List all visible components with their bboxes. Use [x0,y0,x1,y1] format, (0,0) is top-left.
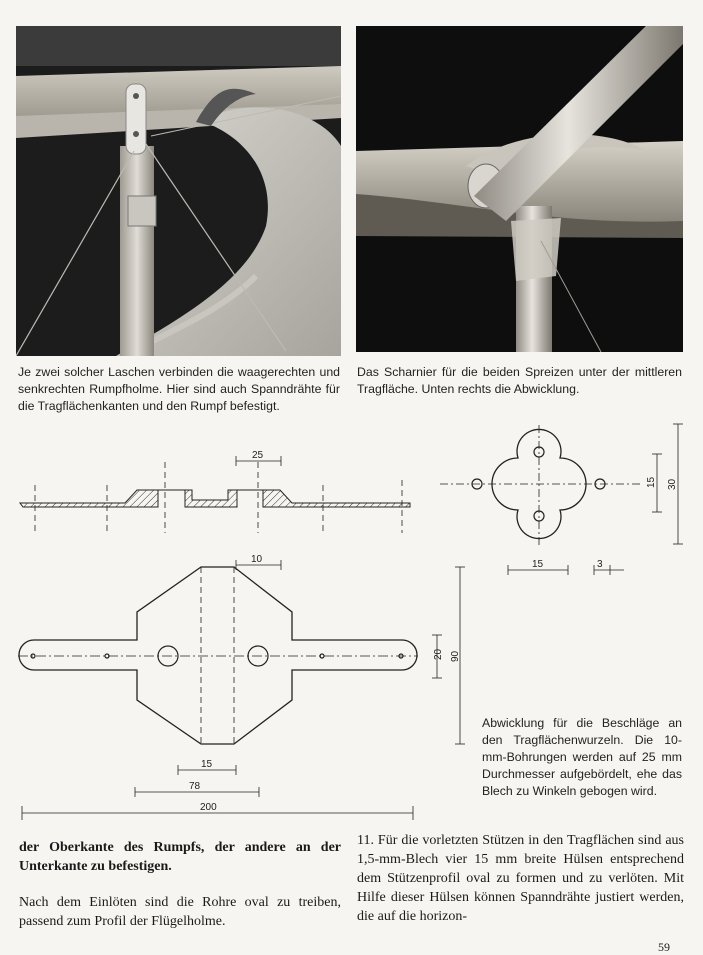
dimension-label-3: 3 [597,559,603,570]
dimension-label-25: 25 [252,450,264,461]
photo-fuselage-brackets [16,26,341,356]
body-text-right: 11. Für die vorletzten Stützen in den Tragflächen sind aus 1,5-mm-Blech vier 15 mm breite Hülsen entsprechend dem Stützenprofil oval zu formen und zu verlöten. Mit Hilfe dieser Hülsen können Spanndrähte justiert werden, die auf die horizon- [357,833,684,924]
flat-layout-plate [19,567,417,744]
dimension-label-cross-v15: 15 [646,476,657,488]
page-number: 59 [658,940,670,954]
photo-caption-right: Das Scharnier für die beiden Spreizen unter der mittleren Tragfläche. Unten rechts die Abwicklung. [357,365,682,396]
photo-caption-left: Je zwei solcher Laschen verbinden die waagerechten und senkrechten Rumpfholme. Hier sind auch Spanndrähte für die Tragflächenkanten und den Rumpf befestigt. [18,365,340,413]
dimension-label-90: 90 [450,650,461,662]
dimension-label-20: 20 [433,648,444,660]
cross-holes [472,447,605,521]
body-text-left-bold: der Oberkante des Rumpfs, der andere an der Unterkante zu befestigen. [19,840,341,874]
dimension-label-200: 200 [200,802,217,813]
dimension-label-cross-15: 15 [532,559,544,570]
photo-strut-hinge [356,26,683,352]
cross-dimensions [508,424,683,575]
drawing-caption: Abwicklung für die Beschläge an den Tragflächenwurzeln. Die 10-mm-Bohrungen werden auf 25 mm Durchmesser aufgebördelt, ehe das Blech zu Winkeln gebogen wird. [482,716,682,798]
side-profile [20,490,410,507]
side-profile-centerlines [35,462,402,533]
body-text-left: Nach dem Einlöten sind die Rohre oval zu treiben, passend zum Profil der Flügelholme. [19,895,341,929]
dimension-label-15: 15 [201,759,213,770]
plate-dimensions [22,560,465,820]
plate-bend-lines [201,567,234,744]
dimension-label-10: 10 [251,554,263,565]
plate-holes [31,646,403,666]
cross-layout-plate [492,429,586,538]
dimension-label-30: 30 [667,478,678,490]
cross-centerlines [440,425,640,545]
dimension-25 [236,456,281,466]
dimension-label-78: 78 [189,781,201,792]
